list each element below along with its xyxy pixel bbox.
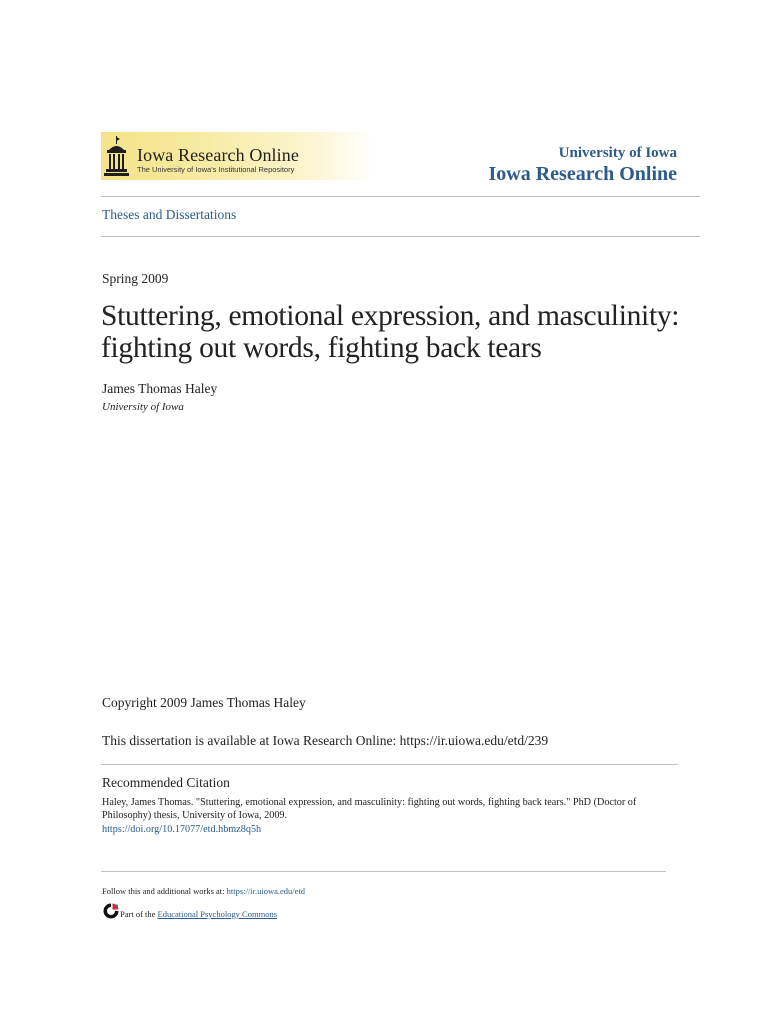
copyright-notice: Copyright 2009 James Thomas Haley <box>102 695 306 710</box>
repository-link[interactable]: Iowa Research Online <box>488 163 677 185</box>
collection-link[interactable]: Theses and Dissertations <box>102 207 237 222</box>
author-name: James Thomas Haley <box>102 381 218 396</box>
document-title: Stuttering, emotional expression, and masculinity: fighting out words, fighting back tears <box>101 300 680 364</box>
banner-title: Iowa Research Online <box>137 145 299 165</box>
footer-divider <box>101 871 666 872</box>
citation-divider <box>101 764 678 765</box>
commons-link[interactable]: Educational Psychology Commons <box>157 909 278 919</box>
header-divider <box>101 196 700 197</box>
repository-header <box>488 145 677 186</box>
follow-line <box>102 886 305 896</box>
follow-label: Follow this and additional works at: <box>102 886 225 896</box>
collection-divider <box>101 236 700 237</box>
university-link[interactable]: University of Iowa <box>558 145 677 161</box>
follow-url-link[interactable]: https://ir.uiowa.edu/etd <box>226 886 306 896</box>
part-of-text <box>120 909 277 919</box>
library-building-icon <box>104 136 130 176</box>
citation-text: Haley, James Thomas. "Stuttering, emotional expression, and masculinity: fighting out words, fighting back tears." PhD (Doctor of Philosophy) thesis, University of Iowa, 2009. <box>102 797 637 821</box>
banner-subtitle: The University of Iowa's Institutional Repository <box>137 165 295 174</box>
author-affiliation: University of Iowa <box>102 401 184 413</box>
publication-season: Spring 2009 <box>102 271 169 286</box>
availability-statement: This dissertation is available at Iowa Research Online: https://ir.uiowa.edu/etd/239 <box>102 733 549 748</box>
citation-doi-link[interactable]: https://doi.org/10.17077/etd.hbmz8q5h <box>102 824 262 835</box>
iro-banner-logo[interactable] <box>101 132 374 180</box>
commons-network-icon <box>102 902 120 920</box>
citation-heading: Recommended Citation <box>102 775 230 790</box>
part-of-label: Part of the <box>120 909 156 919</box>
